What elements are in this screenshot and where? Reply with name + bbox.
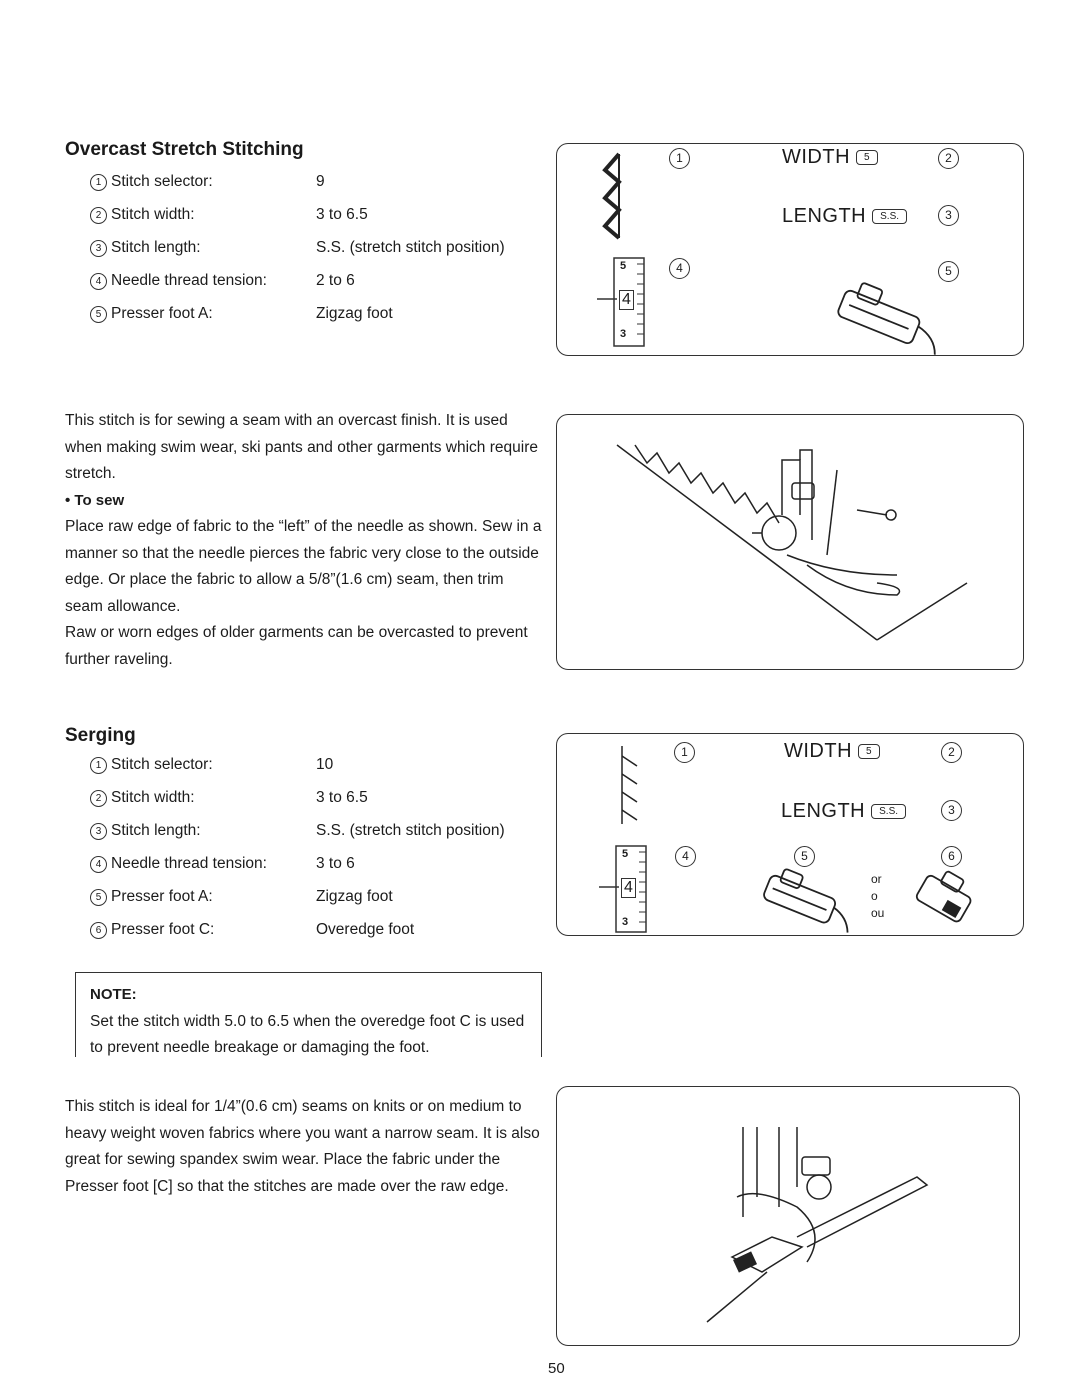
setting-label: Presser foot C: — [111, 921, 215, 938]
setting-label: Stitch width: — [111, 206, 195, 223]
setting-label: Presser foot A: — [111, 888, 213, 905]
callout-4: 4 — [675, 846, 696, 867]
section-title-serging: Serging — [65, 725, 136, 746]
serging-stitch-diagram — [557, 734, 1023, 935]
circled-number: 5 — [90, 889, 107, 906]
setting-label: Stitch selector: — [111, 756, 213, 773]
tension-number-bottom: 3 — [622, 916, 629, 928]
note-box — [75, 972, 542, 1057]
overcast-illustration-panel — [556, 414, 1024, 670]
setting-label: Presser foot A: — [111, 305, 213, 322]
circled-number: 3 — [90, 240, 107, 257]
callout-5: 5 — [938, 261, 959, 282]
to-sew-text: Place raw edge of fabric to the “left” of the needle as shown. Sew in a manner so that the needle pierces the fabric very close to the outside edge. Or place the fabric to allow a 5/8”(1.6 cm) seam, then trim seam allowance. — [65, 518, 542, 615]
circled-number: 1 — [90, 757, 107, 774]
circled-number: 1 — [90, 174, 107, 191]
tension-number-bottom: 3 — [620, 328, 627, 340]
callout-2: 2 — [941, 742, 962, 763]
circled-number: 5 — [90, 306, 107, 323]
page-number: 50 — [548, 1360, 565, 1377]
callout-3: 3 — [941, 800, 962, 821]
to-sew-heading: • To sew — [65, 491, 125, 509]
setting-label: Stitch selector: — [111, 173, 213, 190]
callout-4: 4 — [669, 258, 690, 279]
description-text: This stitch is ideal for 1/4”(0.6 cm) seams on knits or on medium to heavy weight woven fabrics where you want a narrow seam. It is also great for sewing spandex swim wear. Place the fabric under the Presser foot [C] so that the stitches are made over the raw edge. — [65, 1098, 540, 1195]
serging-illustration-panel — [556, 1086, 1020, 1346]
serging-sewing-illustration — [557, 1087, 1019, 1345]
length-dial: S.S. — [871, 804, 906, 819]
width-label: WIDTH 5 — [782, 146, 878, 169]
setting-label: Stitch width: — [111, 789, 195, 806]
length-label: LENGTH S.S. — [782, 205, 907, 228]
tension-number-mid: 4 — [621, 878, 636, 898]
setting-label: Needle thread tension: — [111, 855, 267, 872]
circled-number: 4 — [90, 856, 107, 873]
setting-label: Needle thread tension: — [111, 272, 267, 289]
length-dial: S.S. — [872, 209, 907, 224]
extra-text: Raw or worn edges of older garments can be overcasted to prevent further raveling. — [65, 624, 528, 668]
setting-value: 2 to 6 — [316, 272, 355, 289]
callout-3: 3 — [938, 205, 959, 226]
width-dial: 5 — [858, 744, 880, 759]
description-text: This stitch is for sewing a seam with an overcast finish. It is used when making swim wear, ski pants and other garments which require stretch. — [65, 412, 538, 482]
callout-6: 6 — [941, 846, 962, 867]
section-title-overcast: Overcast Stretch Stitching — [65, 139, 304, 160]
circled-number: 2 — [90, 207, 107, 224]
setting-value: Overedge foot — [316, 921, 415, 938]
setting-value: S.S. (stretch stitch position) — [316, 239, 505, 256]
setting-value: 9 — [316, 173, 325, 190]
overcast-description — [65, 408, 543, 673]
callout-2: 2 — [938, 148, 959, 169]
note-text: Set the stitch width 5.0 to 6.5 when the overedge foot C is used to prevent needle breakage or damaging the foot. — [90, 1013, 525, 1056]
note-title: NOTE: — [90, 986, 137, 1003]
circled-number: 3 — [90, 823, 107, 840]
width-label: WIDTH 5 — [784, 740, 880, 763]
setting-value: S.S. (stretch stitch position) — [316, 822, 505, 839]
or-label-fr: ou — [871, 906, 885, 920]
tension-number-mid: 4 — [619, 290, 634, 310]
overcast-settings-panel — [556, 143, 1024, 356]
or-label-en: or — [871, 872, 882, 886]
callout-5: 5 — [794, 846, 815, 867]
tension-number-top: 5 — [622, 848, 629, 860]
setting-value: 3 to 6.5 — [316, 789, 368, 806]
setting-value: 10 — [316, 756, 334, 773]
serging-settings-panel — [556, 733, 1024, 936]
callout-1: 1 — [674, 742, 695, 763]
setting-value: 3 to 6 — [316, 855, 355, 872]
circled-number: 4 — [90, 273, 107, 290]
overcast-sewing-illustration — [557, 415, 1023, 669]
tension-number-top: 5 — [620, 260, 627, 272]
setting-label: Stitch length: — [111, 822, 201, 839]
circled-number: 2 — [90, 790, 107, 807]
setting-label: Stitch length: — [111, 239, 201, 256]
setting-value: Zigzag foot — [316, 305, 393, 322]
callout-1: 1 — [669, 148, 690, 169]
setting-value: Zigzag foot — [316, 888, 393, 905]
circled-number: 6 — [90, 922, 107, 939]
or-label-es: o — [871, 889, 878, 903]
serging-description — [65, 1094, 543, 1200]
overcast-stitch-diagram — [557, 144, 1023, 355]
setting-value: 3 to 6.5 — [316, 206, 368, 223]
width-dial: 5 — [856, 150, 878, 165]
length-label: LENGTH S.S. — [781, 800, 906, 823]
